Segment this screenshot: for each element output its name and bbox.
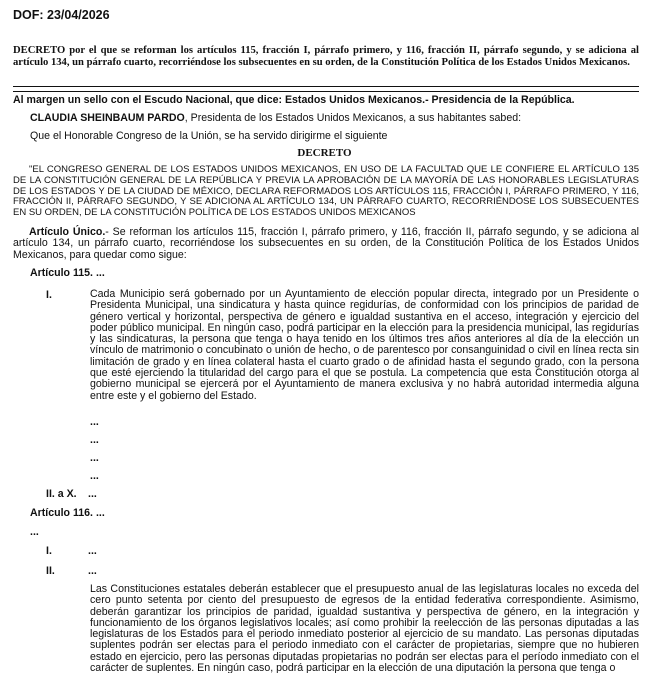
article-115-heading: Artículo 115. ... [30, 267, 105, 279]
president-line-rest: , Presidenta de los Estados Unidos Mexicanos, a sus habitantes sabed: [184, 112, 522, 124]
article-115-fractions-ii-x-label: II. a X. [46, 488, 77, 500]
ellipsis: ... [90, 452, 99, 464]
article-116-fraction-ii-paragraph: Las Constituciones estatales deberán establecer que el presupuesto anual de las legislaturas locales no exceda del cero punto setenta por ciento del presupuesto de egresos de la entidad federativa correspondiente. Asimismo, deberán garantizar los principios de paridad, igualdad sustantiva y perspectiva de género, en la integración y funcionamiento de los órganos legislativos locales; así como prohibir la reelección de las personas diputadas a las legislaturas de los Estados para el periodo inmediato posterior al ejercicio de su mandato. Las personas diputadas suplentes podrán ser electas para el periodo inmediato con el carácter de propietarias, siempre que no hubieren estado en ejercicio, pero las personas diputadas propietarias no podrán ser electas para el período inmediato con el carácter de suplentes. En ningún caso, podrá participar en la elección de una diputación la persona que tenga o [90, 583, 639, 673]
article-115-fraction-i-text: Cada Municipio será gobernado por un Ayuntamiento de elección popular directa, integrado por un Presidente o Presidenta Municipal, una sindicatura y hasta quince regidurías, de conformidad con los principios de paridad de género vertical y horizontal, perspectiva de género e igualdad sustantiva en el acceso, integración y ejercicio del poder público municipal. En ningún caso, podrá participar en la elección para la presidencia municipal, las regidurías y las sindicaturas, la persona que tenga o haya tenido en los últimos tres años anteriores al día de la elección un vínculo de matrimonio o concubinato o unión de hecho, o de parentesco por consanguinidad o civil en línea recta sin limitación de grado y en línea colateral hasta el cuarto grado o de afinidad hasta el segundo grado, con la persona que esté ejerciendo la titularidad del cargo para el que se postula. La competencia que esta Constitución otorga al gobierno municipal se ejercerá por el Ayuntamiento de manera exclusiva y no habrá autoridad intermedia alguna entre este y el gobierno del Estado. [90, 288, 639, 402]
president-line [30, 112, 521, 124]
ellipsis: ... [88, 565, 97, 577]
article-116-fraction-ii-label: II. [46, 565, 55, 577]
articulo-unico-paragraph [13, 227, 639, 261]
ellipsis: ... [30, 526, 39, 538]
margin-note: Al margen un sello con el Escudo Nacional, que dice: Estados Unidos Mexicanos.- Presidencia de la República. [13, 94, 575, 106]
article-115-fraction-i-label: I. [46, 289, 52, 301]
ellipsis: ... [90, 470, 99, 482]
decreto-heading: DECRETO [297, 147, 352, 159]
dof-date: DOF: 23/04/2026 [13, 8, 110, 22]
article-116-fraction-i-label: I. [46, 545, 52, 557]
title-divider-top [13, 86, 639, 87]
articulo-unico-text: - Se reforman los artículos 115, fracción I, párrafo primero, y 116, fracción II, párrafo segundo, y se adiciona al artículo 134, un párrafo cuarto, recorriéndose los subsecuentes en su orden, de la Constitución Política de los Estados Unidos Mexicanos, para quedar como sigue: [13, 226, 639, 261]
articulo-unico-label: Artículo Único. [29, 226, 106, 238]
ellipsis: ... [90, 434, 99, 446]
title-divider-bottom [13, 91, 639, 92]
congress-declaration-paragraph: "EL CONGRESO GENERAL DE LOS ESTADOS UNIDOS MEXICANOS, EN USO DE LA FACULTAD QUE LE CONFIERE EL ARTÍCULO 135 DE LA CONSTITUCIÓN GENERAL DE LA REPÚBLICA Y PREVIA LA APROBACIÓN DE LA MAYORÍA DE LAS HONORABLES LEGISLATURAS DE LOS ESTADOS Y DE LA CIUDAD DE MÉXICO, DECLARA REFORMADOS LOS ARTÍCULOS 115, FRACCIÓN I, PÁRRAFO PRIMERO, Y 116, FRACCIÓN II, PÁRRAFO SEGUNDO, Y SE ADICIONA AL ARTÍCULO 134, UN PÁRRAFO CUARTO, RECORRIÉNDOSE LOS SUBSECUENTES EN SU ORDEN, DE LA CONSTITUCIÓN POLÍTICA DE LOS ESTADOS UNIDOS MEXICANOS [13, 164, 639, 219]
decree-title: DECRETO por el que se reforman los artículos 115, fracción I, párrafo primero, y 116, fracción II, párrafo segundo, y se adiciona al artículo 134, un párrafo cuarto, recorriéndose los subsecuentes en su orden, de la Constitución Política de los Estados Unidos Mexicanos. [13, 45, 639, 68]
ellipsis: ... [90, 416, 99, 428]
ellipsis: ... [88, 545, 97, 557]
ellipsis: ... [88, 488, 97, 500]
article-116-heading: Artículo 116. ... [30, 507, 105, 519]
congress-line: Que el Honorable Congreso de la Unión, se ha servido dirigirme el siguiente [30, 130, 388, 142]
president-name: CLAUDIA SHEINBAUM PARDO [30, 112, 185, 124]
